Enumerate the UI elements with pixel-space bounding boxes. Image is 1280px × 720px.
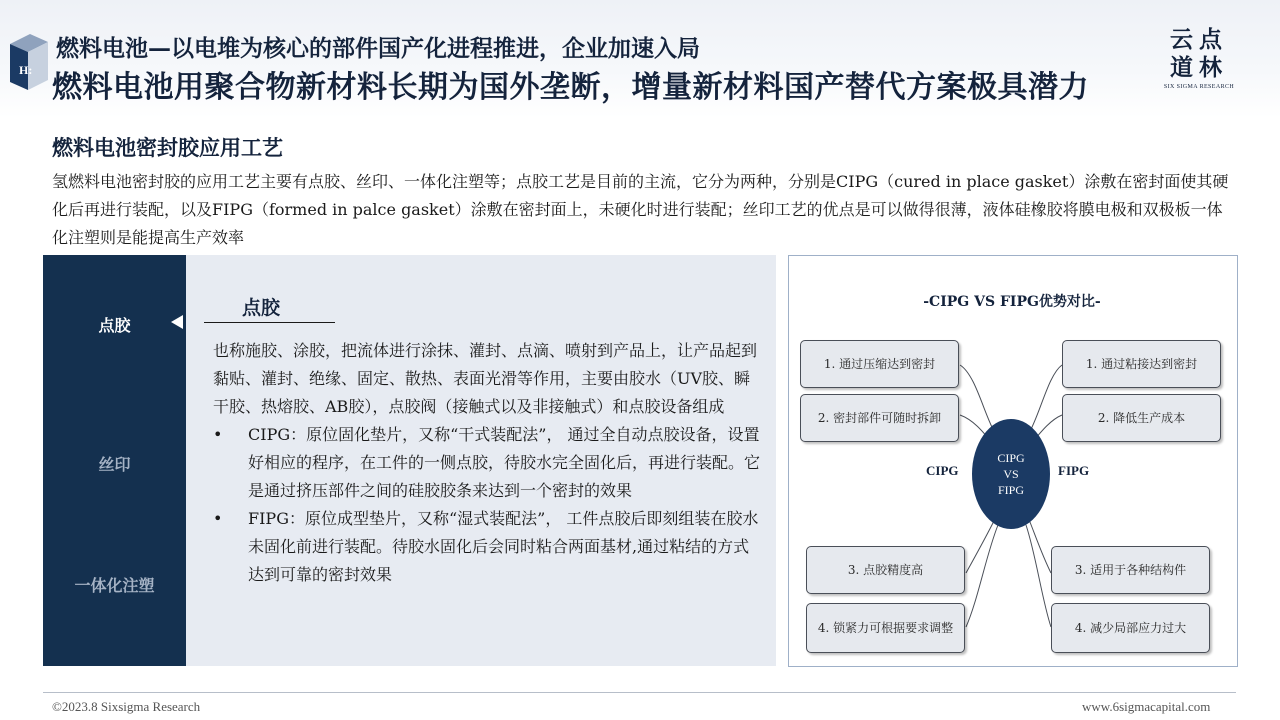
fipg-advantage-4: 4. 减少局部应力过大 — [1051, 603, 1210, 653]
heading-divider — [204, 322, 335, 323]
fipg-advantage-1: 1. 通过粘接达到密封 — [1062, 340, 1221, 388]
footer-divider — [43, 692, 1236, 693]
hub-label-fipg: FIPG — [997, 483, 1024, 497]
nav-item-integrated-molding[interactable]: 一体化注塑 — [74, 576, 155, 595]
page-title: 燃料电池用聚合物新材料长期为国外垄断，增量新材料国产替代方案极具潜力 — [52, 70, 1089, 105]
panel-paragraph: 也称施胶、涂胶，把流体进行涂抹、灌封、点滴、喷射到产品上，让产品起到黏贴、灌封、绝缘、固定、散热、表面光滑等作用，主要由胶水（UV胶、瞬干胶、热熔胶、AB胶），点胶阀（接触式以及非接触式）和点胶设备组成 — [213, 341, 758, 416]
diagram-title: -CIPG VS FIPG优势对比- — [923, 294, 1101, 310]
cipg-side-label: CIPG — [926, 463, 959, 478]
process-nav — [43, 255, 186, 666]
fipg-advantage-2: 2. 降低生产成本 — [1062, 394, 1221, 442]
nav-item-dispensing[interactable]: 点胶 — [98, 316, 131, 335]
footer-copyright: ©2023.8 Sixsigma Research — [52, 699, 201, 714]
page-subtitle: 燃料电池—以电堆为核心的部件国产化进程推进，企业加速入局 — [56, 35, 700, 62]
cube-logo-icon — [4, 30, 50, 92]
bullet-icon: • — [213, 425, 223, 444]
cipg-advantage-1: 1. 通过压缩达到密封 — [800, 340, 959, 388]
intro-paragraph: 氢燃料电池密封胶的应用工艺主要有点胶、丝印、一体化注塑等；点胶工艺是目前的主流，它分为两种，分别是CIPG（cured in place gasket）涂敷在密封面使其硬化后再进行装配，以及FIPG（formed in palce gasket）涂敷在密封面上，未硬化时进行装配；丝印工艺的优点是可以做得很薄，液体硅橡胶将膜电极和双极板一体化注塑则是能提高生产效率 — [52, 172, 1229, 247]
cipg-advantage-2: 2. 密封部件可随时拆卸 — [800, 394, 959, 442]
hub-label-vs: VS — [1003, 467, 1019, 481]
panel-heading: 点胶 — [242, 297, 281, 319]
brand-tagline: SIX SIGMA RESEARCH — [1163, 84, 1235, 90]
brand-name-top: 云点 — [1170, 26, 1228, 53]
cipg-advantage-4: 4. 锁紧力可根据要求调整 — [806, 603, 965, 653]
active-pointer-icon — [171, 315, 183, 329]
fipg-advantage-3: 3. 适用于各种结构件 — [1051, 546, 1210, 594]
bullet-item-fipg — [213, 505, 765, 589]
bullet-text: FIPG：原位成型垫片，又称“湿式装配法”， 工件点胶后即刻组装在胶水未固化前进行装配。待胶水固化后会同时粘合两面基材,通过粘结的方式达到可靠的密封效果 — [248, 509, 759, 584]
cipg-advantage-3: 3. 点胶精度高 — [806, 546, 965, 594]
footer-url[interactable]: www.6sigmacapital.com — [1082, 699, 1211, 714]
fipg-side-label: FIPG — [1058, 463, 1090, 478]
comparison-hub — [972, 419, 1050, 529]
panel-body — [213, 337, 765, 589]
brand-name-bottom: 道林 — [1170, 54, 1228, 81]
bullet-item-cipg — [213, 421, 765, 505]
svg-text:H:: H: — [19, 63, 33, 77]
bullet-text: CIPG：原位固化垫片，又称“干式装配法”， 通过全自动点胶设备，设置好相应的程序，在工件的一侧点胶，待胶水完全固化后，再进行装配。它是通过挤压部件之间的硅胶胶条来达到一个密封的效果 — [248, 425, 761, 500]
nav-item-screen-printing[interactable]: 丝印 — [98, 455, 131, 474]
brand-logo — [1163, 26, 1235, 90]
hub-label-cipg: CIPG — [997, 451, 1025, 465]
section-title: 燃料电池密封胶应用工艺 — [52, 135, 283, 160]
bullet-icon: • — [213, 509, 223, 528]
